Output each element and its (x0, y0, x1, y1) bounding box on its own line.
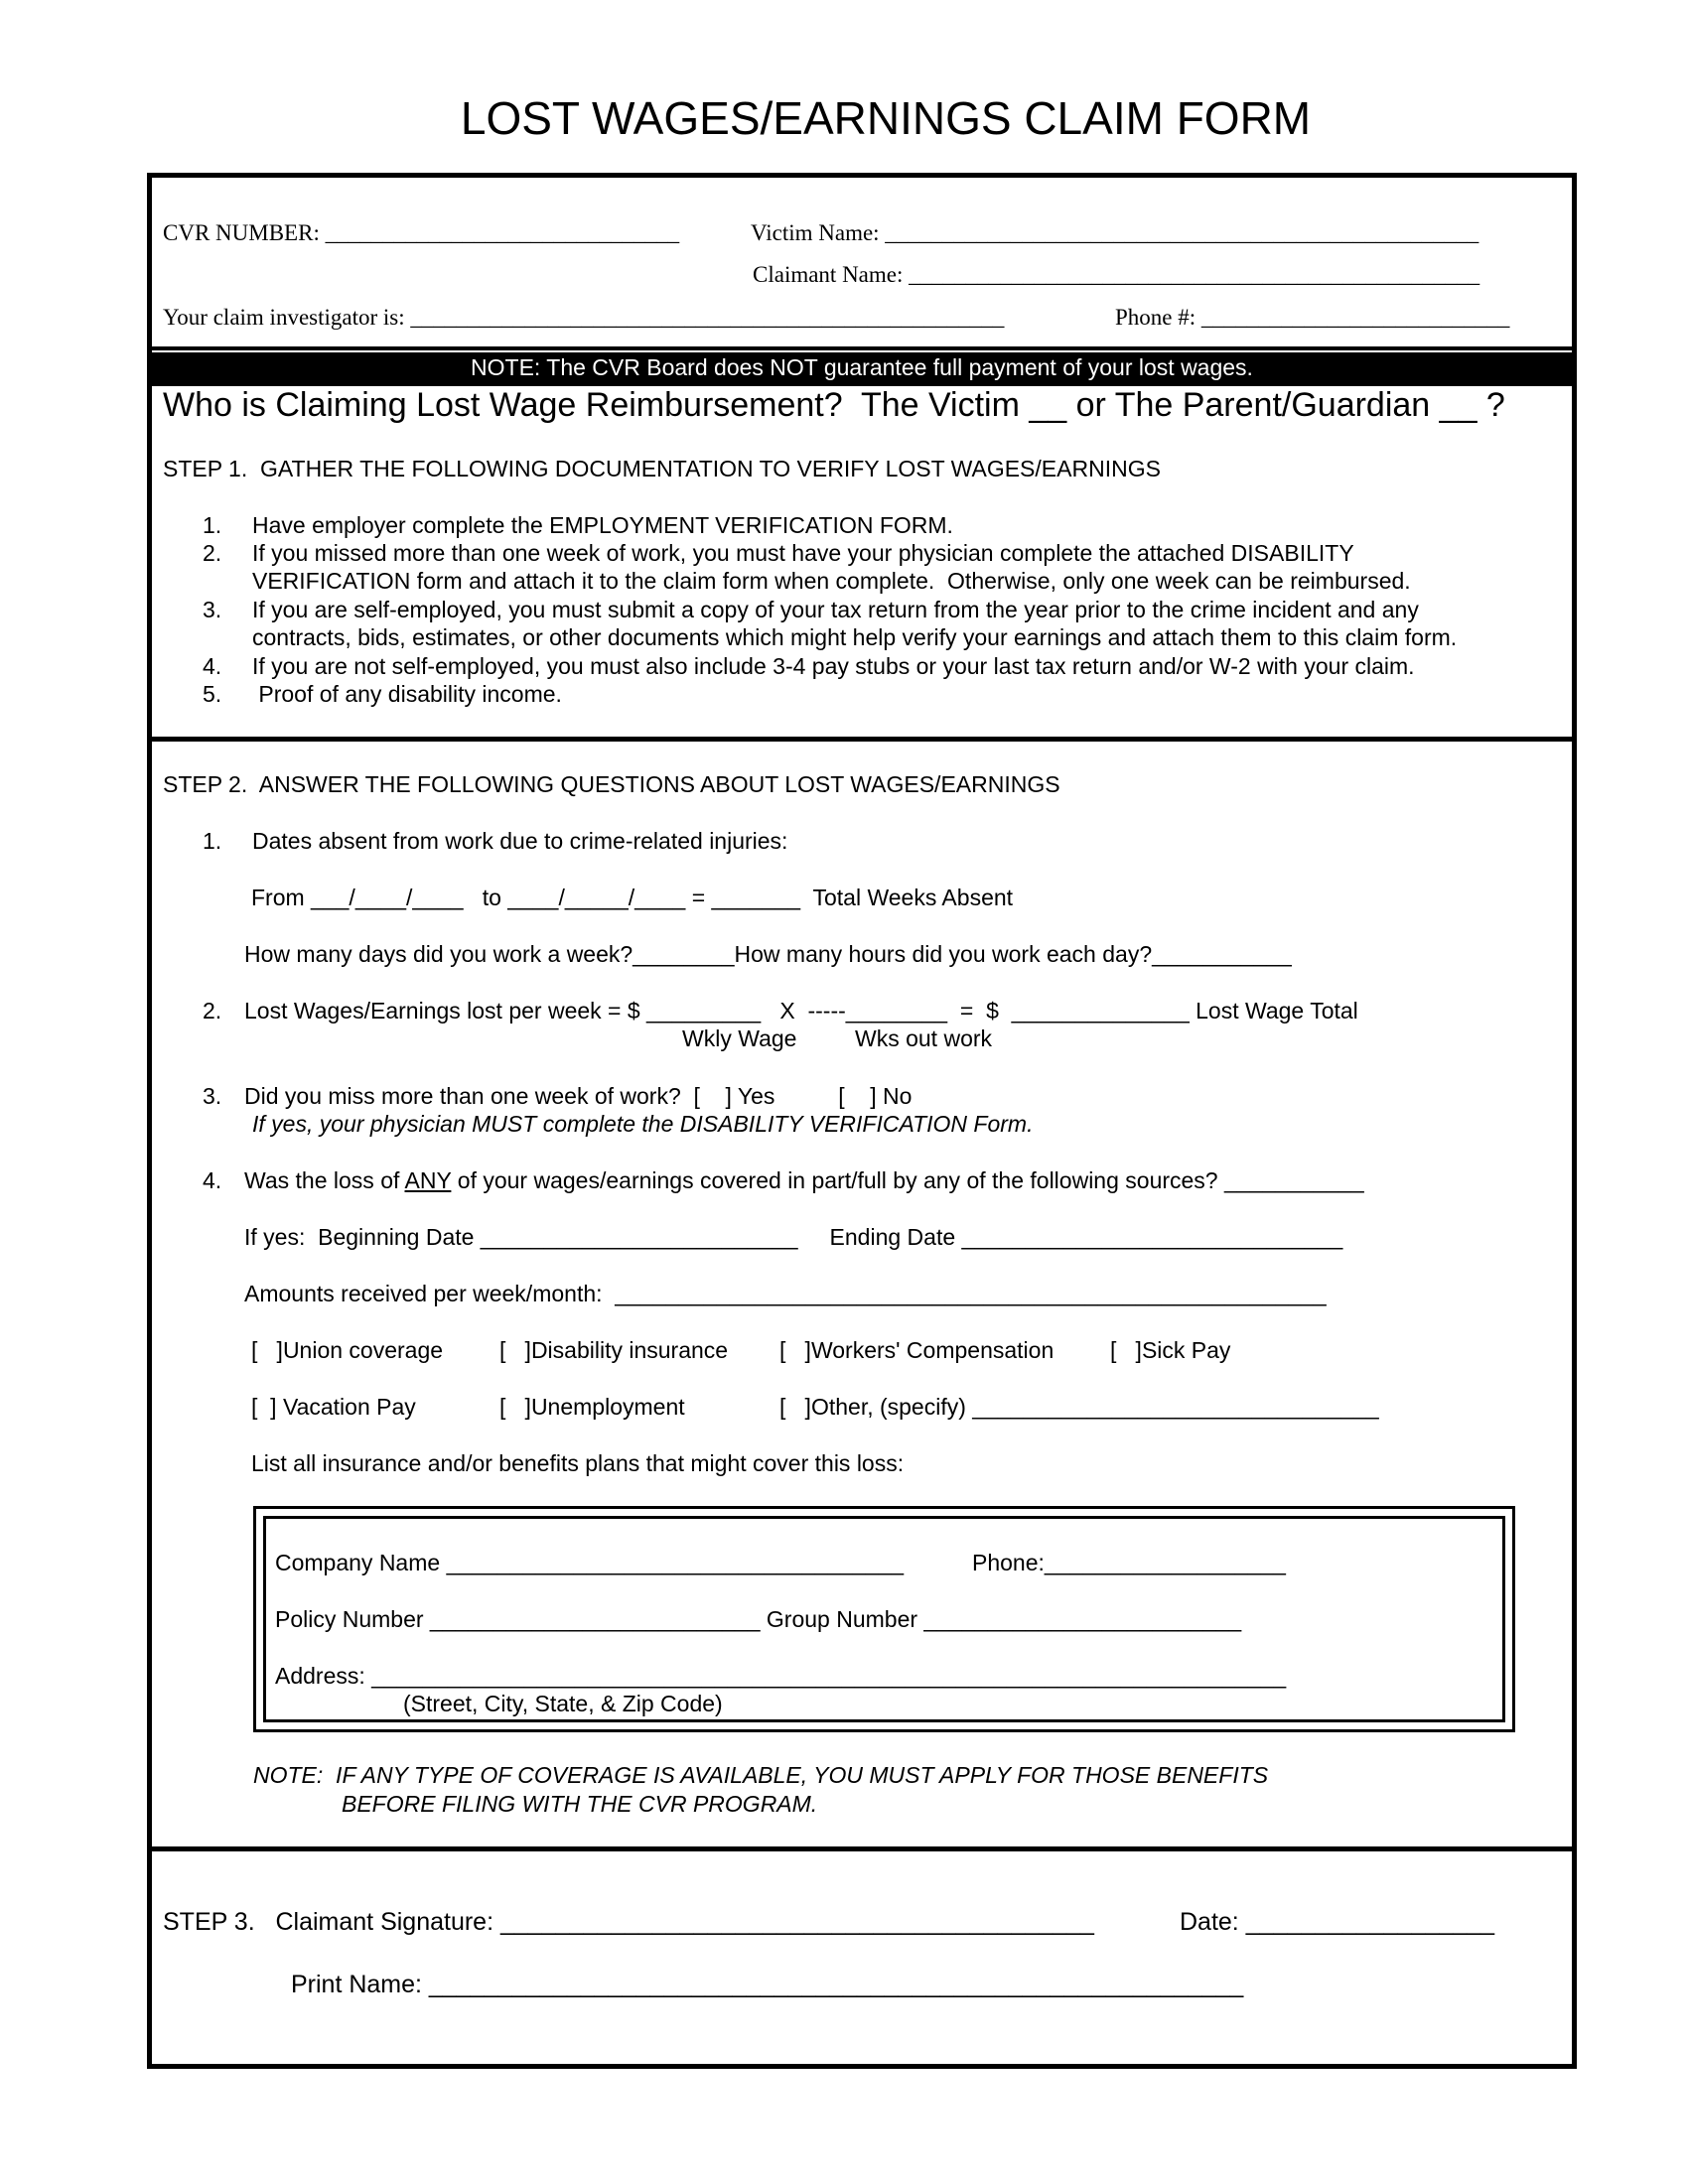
company-name-field[interactable]: Company Name ____________________________________ (275, 1550, 905, 1575)
address-field[interactable]: Address: ________________________________________________________________________ (275, 1663, 1287, 1689)
coverage-note-line1: NOTE: IF ANY TYPE OF COVERAGE IS AVAILABLE, YOU MUST APPLY FOR THOSE BENEFITS (253, 1762, 1269, 1788)
weeks-out-label: Wks out work (855, 1025, 993, 1051)
checkbox-workers-comp[interactable]: [ ]Workers' Compensation (779, 1337, 1055, 1363)
missed-week-checkboxes[interactable]: Did you miss more than one week of work? [ ] Yes [ ] No (244, 1083, 913, 1109)
note-bar: NOTE: The CVR Board does NOT guarantee full payment of your lost wages. (147, 352, 1577, 382)
checkbox-disability[interactable]: [ ]Disability insurance (499, 1337, 729, 1363)
insurance-list-prompt: List all insurance and/or benefits plans that might cover this loss: (251, 1450, 905, 1476)
list-item: Proof of any disability income. (252, 681, 562, 707)
victim-name-field[interactable]: Victim Name: ____________________________________________________ (751, 220, 1479, 245)
dates-absent-field[interactable]: From ___/____/____ to ____/_____/____ = _______ Total Weeks Absent (251, 885, 1014, 910)
list-item: VERIFICATION form and attach it to the claim form when complete. Otherwise, only one week can be reimbursed. (252, 568, 1411, 594)
emphasis-any: ANY (404, 1167, 452, 1193)
list-item-number: 4. (203, 653, 222, 679)
note-bar-top-rule (147, 346, 1577, 350)
coverage-question-start: Was the loss of (244, 1167, 405, 1193)
checkbox-union[interactable]: [ ]Union coverage (251, 1337, 444, 1363)
list-item: If you missed more than one week of work, you must have your physician complete the attached DISABILITY (252, 540, 1354, 566)
checkbox-sick-pay[interactable]: [ ]Sick Pay (1110, 1337, 1231, 1363)
signature-field[interactable]: STEP 3. Claimant Signature: ___________________________________________ (163, 1908, 1094, 1936)
dates-absent-question: Dates absent from work due to crime-related injuries: (252, 828, 788, 854)
print-name-field[interactable]: Print Name: ___________________________________________________________ (291, 1971, 1244, 1998)
list-item-number: 5. (203, 681, 222, 707)
page-title: LOST WAGES/EARNINGS CLAIM FORM (460, 92, 1312, 144)
question-number: 3. (203, 1083, 222, 1109)
policy-group-field[interactable]: Policy Number __________________________ Group Number _________________________ (275, 1606, 1242, 1632)
list-item: If you are self-employed, you must submit a copy of your tax return from the year prior to the crime incident and any (252, 597, 1419, 622)
question-number: 2. (203, 998, 222, 1024)
investigator-field[interactable]: Your claim investigator is: ____________________________________________________ (163, 305, 1005, 330)
checkbox-unemployment[interactable]: [ ]Unemployment (499, 1394, 685, 1420)
physician-note: If yes, your physician MUST complete the DISABILITY VERIFICATION Form. (252, 1111, 1034, 1137)
address-hint: (Street, City, State, & Zip Code) (403, 1691, 723, 1716)
coverage-question[interactable] (244, 1167, 1364, 1194)
coverage-dates-field[interactable]: If yes: Beginning Date _________________________ Ending Date ______________________________ (244, 1224, 1343, 1250)
list-item-number: 3. (203, 597, 222, 622)
section-divider (147, 737, 1577, 742)
list-item-number: 2. (203, 540, 222, 566)
list-item-number: 1. (203, 512, 222, 538)
section-divider (147, 1846, 1577, 1851)
days-hours-field[interactable]: How many days did you work a week?________How many hours did you work each day?___________ (244, 941, 1292, 967)
who-claiming-question: Who is Claiming Lost Wage Reimbursement? The Victim __ or The Parent/Guardian __ ? (163, 386, 1505, 424)
list-item: Have employer complete the EMPLOYMENT VERIFICATION FORM. (252, 512, 953, 538)
checkbox-vacation[interactable]: [ ] Vacation Pay (251, 1394, 416, 1420)
question-number: 4. (203, 1167, 222, 1193)
coverage-question-end: of your wages/earnings covered in part/full by any of the following sources? ___________ (451, 1167, 1364, 1193)
claimant-name-field[interactable]: Claimant Name: __________________________________________________ (753, 262, 1480, 287)
step1-heading: STEP 1. GATHER THE FOLLOWING DOCUMENTATION TO VERIFY LOST WAGES/EARNINGS (163, 456, 1161, 481)
coverage-note-line2: BEFORE FILING WITH THE CVR PROGRAM. (342, 1791, 818, 1817)
phone-field[interactable]: Phone #: ___________________________ (1115, 305, 1510, 330)
amounts-received-field[interactable]: Amounts received per week/month: ________________________________________________________ (244, 1281, 1327, 1306)
date-field[interactable]: Date: __________________ (1180, 1908, 1494, 1936)
list-item: contracts, bids, estimates, or other documents which might help verify your earnings and attach them to this claim form. (252, 624, 1458, 650)
insurance-phone-field[interactable]: Phone:___________________ (972, 1550, 1286, 1575)
step2-heading: STEP 2. ANSWER THE FOLLOWING QUESTIONS ABOUT LOST WAGES/EARNINGS (163, 771, 1060, 797)
list-item: If you are not self-employed, you must also include 3-4 pay stubs or your last tax return and/or W-2 with your claim. (252, 653, 1415, 679)
weekly-wage-label: Wkly Wage (682, 1025, 797, 1051)
question-number: 1. (203, 828, 222, 854)
checkbox-other[interactable]: [ ]Other, (specify) ________________________________ (779, 1394, 1379, 1420)
cvr-number-field[interactable]: CVR NUMBER: _______________________________ (163, 220, 680, 245)
lost-wages-field[interactable]: Lost Wages/Earnings lost per week = $ _________ X -----________ = $ ______________ Lost Wage Total (244, 998, 1358, 1024)
